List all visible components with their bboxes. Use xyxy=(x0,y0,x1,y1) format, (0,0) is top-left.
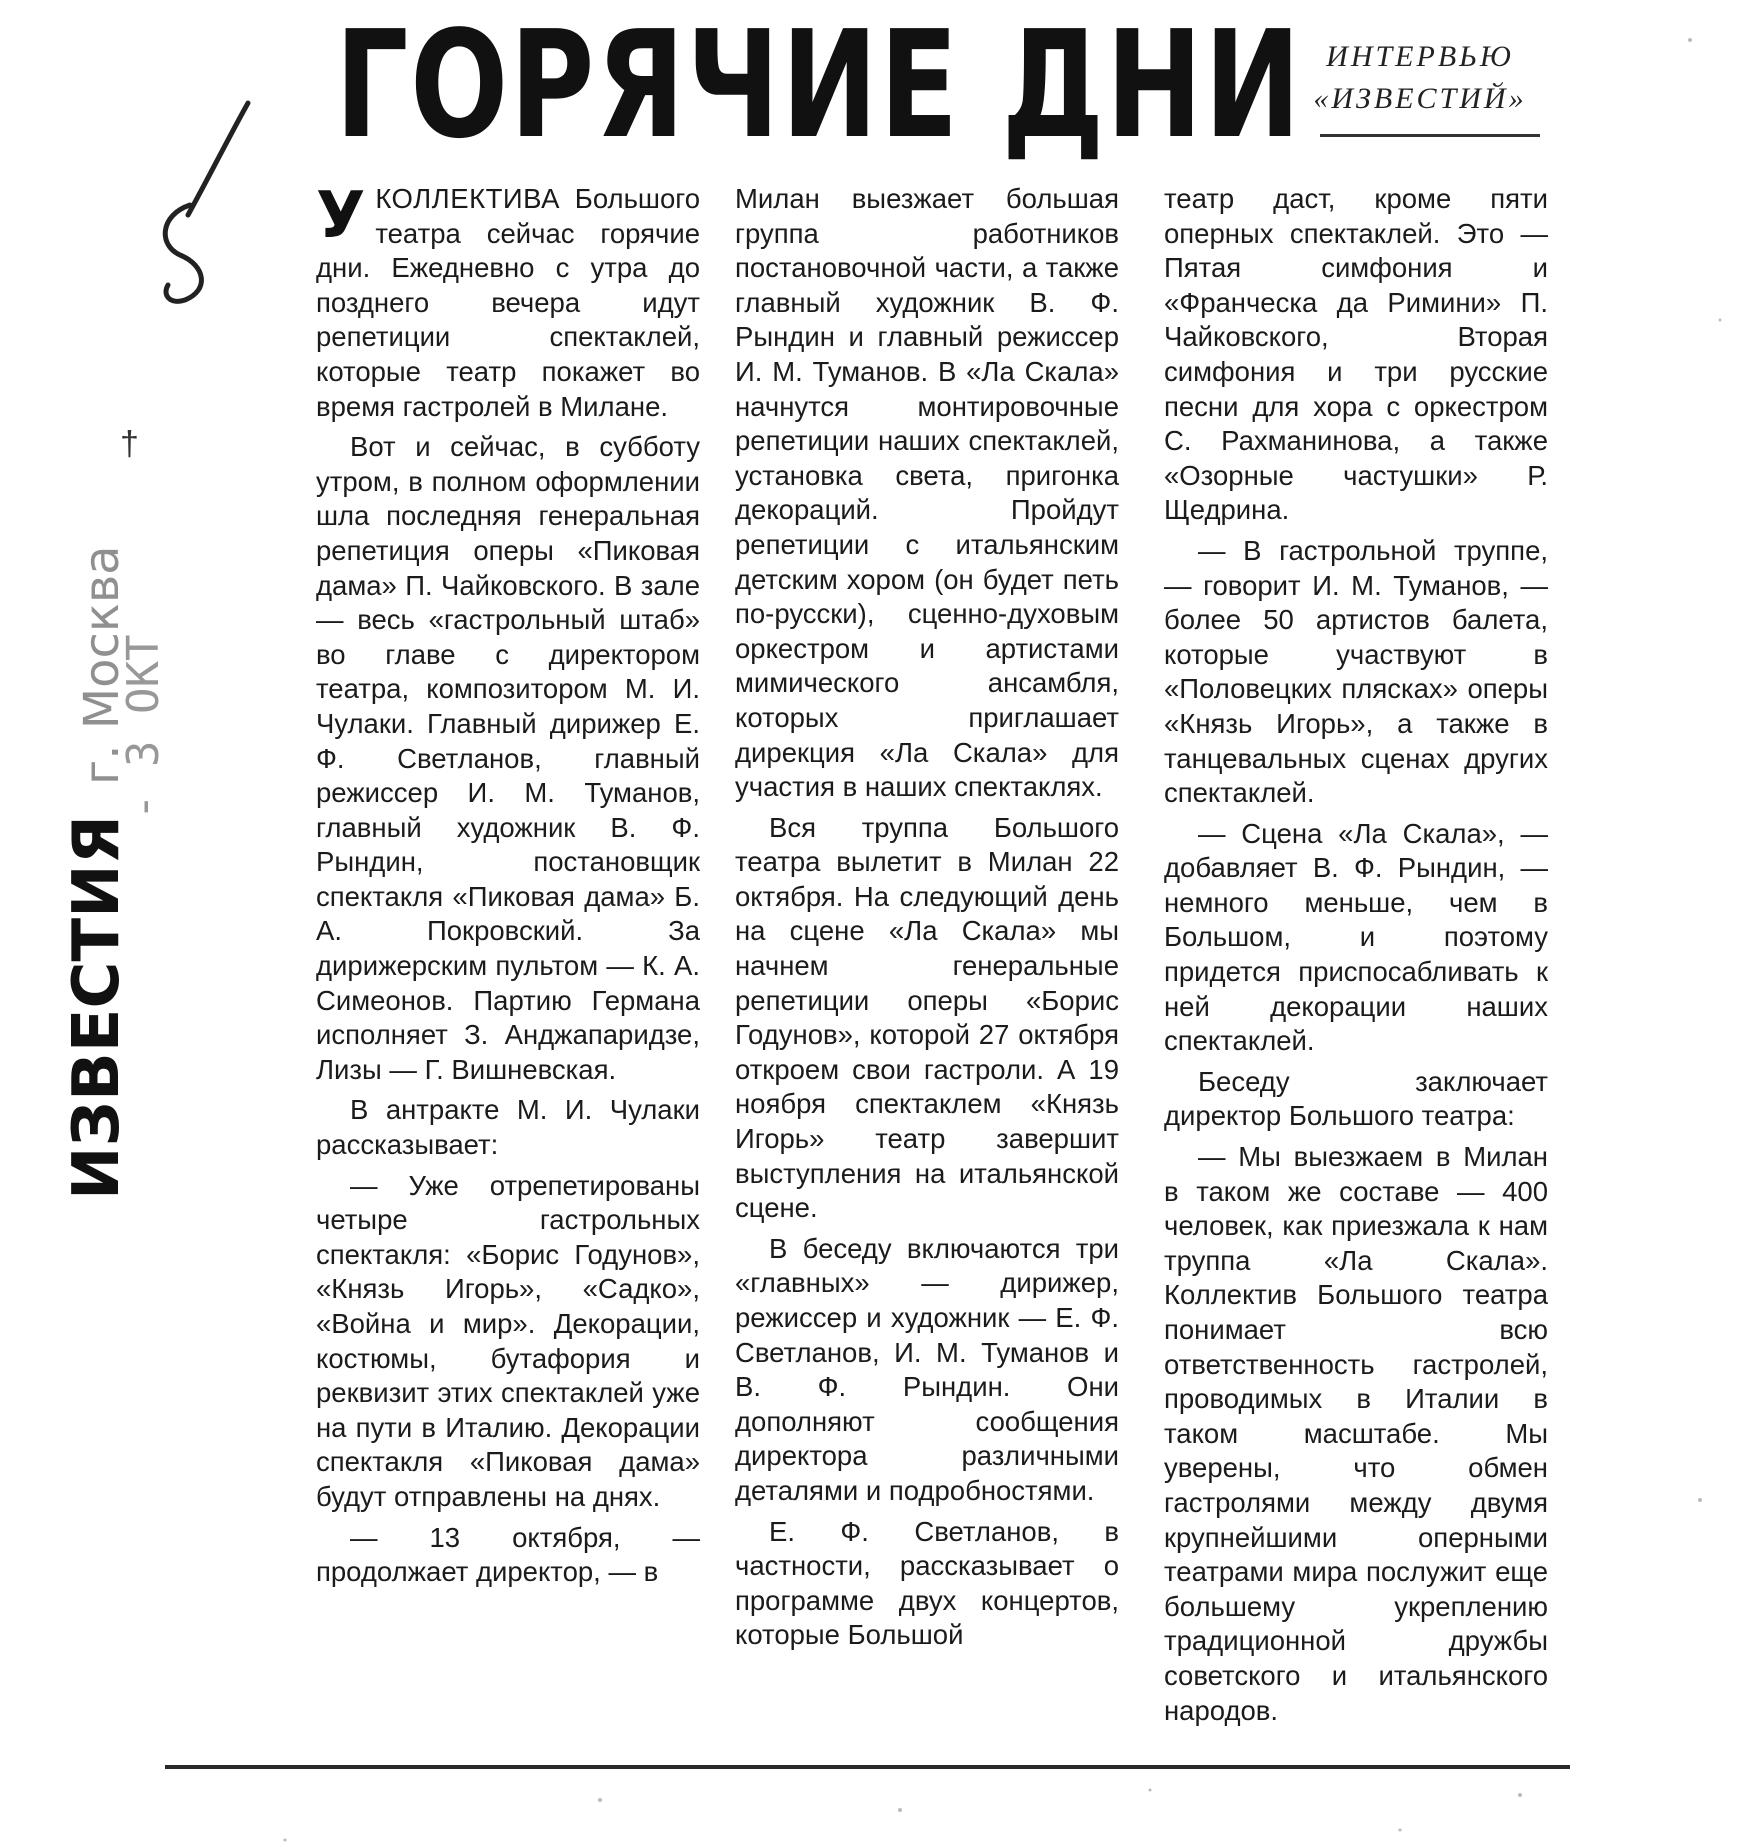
paragraph-text: Вот и сейчас, в субботу утром, в полном оформлении шла последняя генеральная репетиция оперы «Пиковая дама» П. Чайковского. В зале — весь «гастрольный штаб» во главе с директором театра, композитором М. И. Чулаки. Главный дирижер Е. Ф. Светланов, главный режиссер И. М. Туманов, главный художник В. Ф. Рындин, постановщик спектакля «Пиковая дама» Б. А. Покровский. За дирижерским пультом — К. А. Симеонов. Партию Германа исполняет З. Анджапаридзе, Лизы — Г. Вишневская. xyxy=(316,431,700,1085)
article-paragraph xyxy=(1164,534,1548,811)
paragraph-text: Е. Ф. Светланов, в частности, рассказывает о программе двух концертов, которые Большой xyxy=(735,1515,1119,1651)
paragraph-text: Вся труппа Большого театра вылетит в Милан 22 октября. На следующий день на сцене «Ла Скала» мы начнем генеральные репетиции оперы «Борис Годунов», которой 27 октября откроем свои гастроли. А 19 ноября спектаклем «Князь Игорь» театр завершит выступления на итальянской сцене. xyxy=(735,811,1119,1224)
source-stamp xyxy=(60,520,170,1200)
article-rubric xyxy=(1300,36,1540,120)
paragraph-text: В беседу включаются три «главных» — дирижер, режиссер и художник — Е. Ф. Светланов, И. М. Туманов и В. Ф. Рындин. Они дополняют сообщения директора различными деталями и подробностями. xyxy=(735,1232,1119,1506)
rubric-underline xyxy=(1320,134,1540,137)
paragraph-text: — Мы выезжаем в Милан в таком же составе — 400 человек, как приезжала к нам труппа «Ла Скала». Коллектив Большого театра понимает всю ответственность гастролей, проводимых в Италии в таком масштабе. Мы уверены, что обмен гастролями между двумя крупнейшими оперными театрами мира послужит еще большему укреплению традиционной дружбы советского и итальянского народов. xyxy=(1164,1141,1548,1726)
article-paragraph xyxy=(735,182,1119,805)
article-paragraph xyxy=(316,430,700,1087)
article-paragraph xyxy=(1164,817,1548,1059)
article-paragraph xyxy=(1164,1140,1548,1728)
rubric-line-1: ИНТЕРВЬЮ xyxy=(1326,40,1514,73)
paragraph-text: — Сцена «Ла Скала», — добавляет В. Ф. Рындин, — немного меньше, чем в Большом, и поэтому придется приспосабливать к ней декорации наших спектаклей. xyxy=(1164,817,1548,1057)
paragraph-text: В антракте М. И. Чулаки рассказывает: xyxy=(316,1094,700,1161)
article-paragraph xyxy=(316,1169,700,1515)
paragraph-text: театр даст, кроме пяти оперных спектаклей. Это — Пятая симфония и «Франческа да Римини» П. Чайковского, Вторая симфония и три русские песни для хора с оркестром С. Рахманинова, а также «Озорные частушки» Р. Щедрина. xyxy=(1164,183,1548,526)
paragraph-text: Беседу заключает директор Большого театра: xyxy=(1164,1065,1548,1132)
stamp-date: - 3 ОКТ xyxy=(118,634,169,820)
stamp-place: г. Москва xyxy=(74,545,130,785)
rubric-line-2: «ИЗВЕСТИЙ» xyxy=(1313,82,1527,115)
paragraph-text: — В гастрольной труппе, — говорит И. М. Туманов, — более 50 артистов балета, которые участвуют в «Половецких плясках» оперы «Князь Игорь», а также в танцевальных сценах других спектаклей. xyxy=(1164,534,1548,809)
paragraph-text: — 13 октября, — продолжает директор, — в xyxy=(316,1521,700,1588)
article-paragraph xyxy=(735,1232,1119,1509)
article-paragraph xyxy=(316,1521,700,1590)
article-paragraph xyxy=(1164,182,1548,528)
article-column-2 xyxy=(735,182,1119,1757)
article-paragraph xyxy=(1164,1065,1548,1134)
article-column-3 xyxy=(1164,182,1548,1757)
article-paragraph xyxy=(735,811,1119,1226)
bottom-rule xyxy=(165,1765,1570,1769)
paragraph-text: Большого театра сейчас горячие дни. Ежедневно с утра до позднего вечера идут репетиции спектаклей, которые театр покажет во время гастролей в Милане. xyxy=(316,183,700,422)
stamp-newspaper-name: ИЗВЕСТИЯ xyxy=(60,815,134,1200)
article-paragraph xyxy=(735,1515,1119,1653)
article-paragraph xyxy=(316,182,700,424)
article-column-1 xyxy=(316,182,700,1757)
paragraph-text: Милан выезжает большая группа работников постановочной части, а также главный художник В. Ф. Рындин и главный режиссер И. М. Туманов. В «Ла Скала» начнутся монтировочные репетиции наших спектаклей, установка света, пригонка декораций. Пройдут репетиции с итальянским детским хором (он будет петь по-русски), сценно-духовым оркестром и артистами мимического ансамбля, которых приглашает дирекция «Ла Скала» для участия в наших спектаклях. xyxy=(735,183,1119,803)
article-paragraph xyxy=(316,1093,700,1162)
article-headline: ГОРЯЧИЕ ДНИ xyxy=(335,0,1303,171)
lead-caps: КОЛЛЕКТИВА xyxy=(375,183,560,214)
drop-cap: У xyxy=(316,182,366,253)
pencil-mark xyxy=(150,95,280,305)
paragraph-text: — Уже отрепетированы четыре гастрольных спектакля: «Борис Годунов», «Князь Игорь», «Садко», «Война и мир». Декорации, костюмы, бутафория и реквизит этих спектаклей уже на пути в Италию. Декорации спектакля «Пиковая дама» будут отправлены на днях. xyxy=(316,1169,700,1512)
archive-mark: † xyxy=(120,425,139,463)
